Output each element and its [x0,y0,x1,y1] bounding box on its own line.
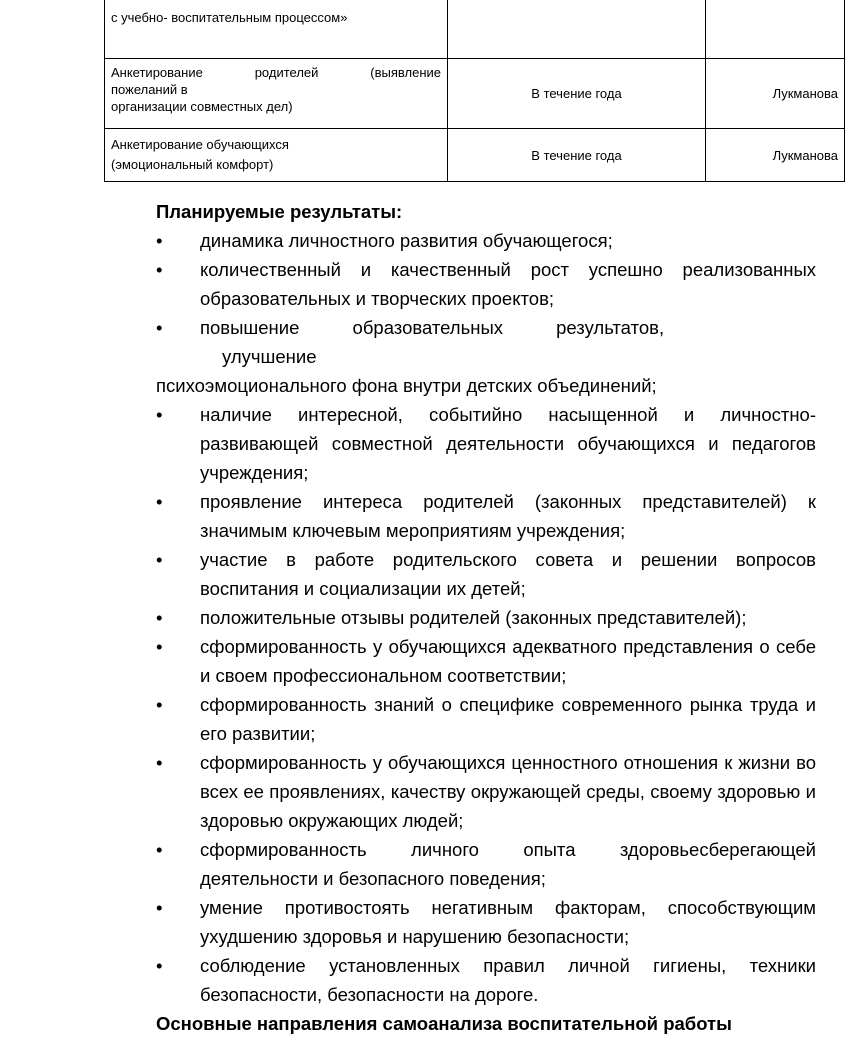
bullet-icon: • [156,897,163,918]
event-line: пожеланий в [111,82,188,97]
table-row [105,0,845,59]
events-table [104,0,845,182]
list-item: • сформированность знаний о специфике современного рынка труда и его развитии; [156,690,816,748]
table-row [105,59,845,129]
list-item: • сформированность у обучающихся адекватного представления о себе и своем профессиональном соответствии; [156,632,816,690]
list-item: • сформированность у обучающихся ценностного отношения к жизни во всех ее проявлениях, качеству окружающей среды, своему здоровью и здоровью окружающих людей; [156,748,816,835]
bullet-icon: • [156,955,163,976]
responsible-cell [706,0,845,59]
event-line: (эмоциональный комфорт) [111,157,274,172]
list-item: • количественный и качественный рост успешно реализованных образовательных и творческих проектов; [156,255,816,313]
bullet-icon: • [156,549,163,570]
responsible-cell: Лукманова [706,129,845,182]
bullet-icon: • [156,230,163,251]
bullet-icon: • [156,752,163,773]
period-cell: В течение года [448,129,706,182]
list-item: • сформированность личного опыта здоровьесберегающей деятельности и безопасного поведения; [156,835,816,893]
bullet-icon: • [156,317,163,338]
planned-results [156,197,816,1038]
bullet-icon: • [156,839,163,860]
list-item: • динамика личностного развития обучающегося; [156,226,816,255]
event-line: организации совместных дел) [111,99,293,114]
list-item: • положительные отзывы родителей (законных представителей); [156,603,816,632]
event-cell: с учебно- воспитательным процессом» [105,0,448,59]
event-line: Анкетирование родителей (выявление [111,65,441,80]
event-line: Анкетирование обучающихся [111,137,289,152]
results-line: психоэмоционального фона внутри детских объединений; [156,375,657,396]
bullet-icon: • [156,607,163,628]
bullet-icon: • [156,636,163,657]
list-item: • умение противостоять негативным факторам, способствующим ухудшению здоровья и нарушению безопасности; [156,893,816,951]
table-row [105,129,845,182]
results-list [156,226,816,371]
event-cell [105,129,448,182]
list-item: • проявление интереса родителей (законных представителей) к значимым ключевым мероприятиям учреждения; [156,487,816,545]
list-item: • соблюдение установленных правил личной гигиены, техники безопасности, безопасности на дороге. [156,951,816,1009]
period-cell: В течение года [448,59,706,129]
event-cell [105,59,448,129]
list-item: • участие в работе родительского совета и решении вопросов воспитания и социализации их детей; [156,545,816,603]
responsible-cell: Лукманова [706,59,845,129]
bullet-icon: • [156,259,163,280]
list-item: • повышение образовательных результатов, улучшение [156,313,816,371]
results-list-rest [156,400,816,1009]
bullet-icon: • [156,404,163,425]
list-item: • наличие интересной, событийно насыщенной и личностно-развивающей совместной деятельности обучающихся и педагогов учреждения; [156,400,816,487]
section-heading: Основные направления самоанализа воспитательной работы [156,1013,732,1034]
period-cell [448,0,706,59]
bullet-icon: • [156,694,163,715]
results-heading: Планируемые результаты: [156,201,403,222]
bullet-icon: • [156,491,163,512]
